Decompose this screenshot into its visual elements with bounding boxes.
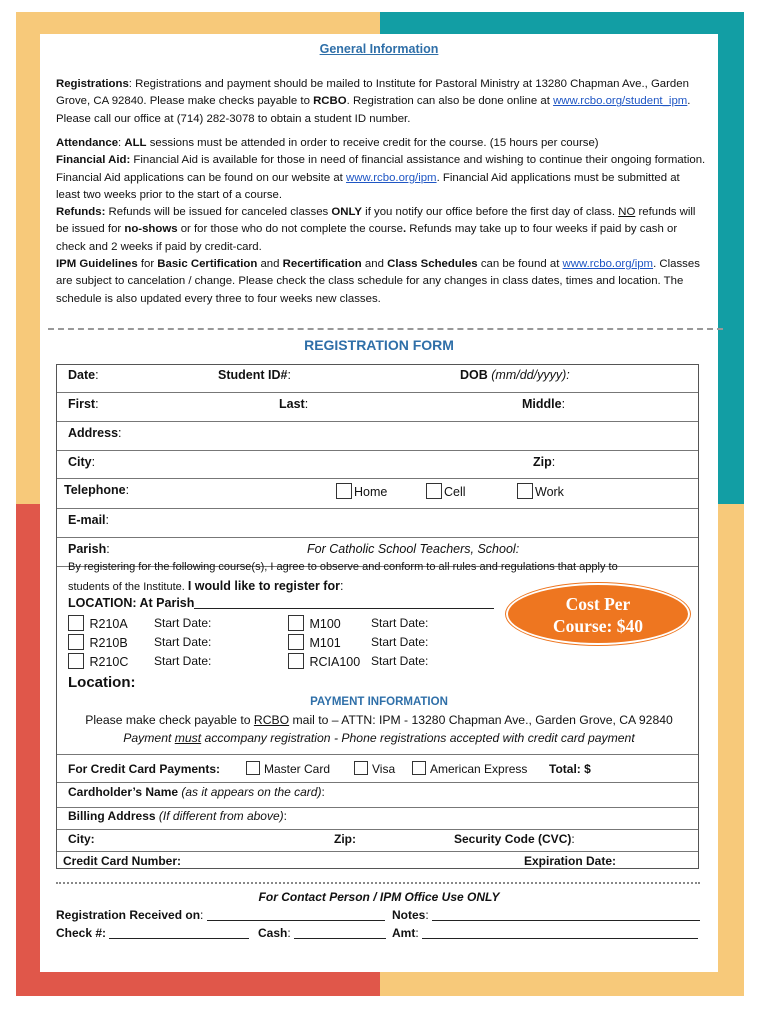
notes-line[interactable] (432, 909, 700, 921)
ipm-for: for (137, 258, 158, 271)
start-date-label: Start Date: (154, 616, 212, 630)
cell-label: Cell (444, 485, 466, 499)
dob-label: DOB (460, 368, 488, 382)
work-label: Work (535, 485, 564, 499)
ipm-schedules: Class Schedules (387, 258, 478, 271)
received-line[interactable] (207, 909, 385, 921)
ipm-and-1: and (257, 258, 283, 271)
financial-aid-label: Financial Aid: (56, 154, 131, 167)
work-checkbox[interactable] (517, 483, 564, 499)
check-post: mail to – ATTN: IPM - 13280 Chapman Ave., Garden Grove, CA 92840 (289, 713, 673, 727)
parish-colon: : (106, 542, 110, 556)
ipm-recert: Recertification (282, 258, 362, 271)
visa-checkbox-box[interactable] (354, 761, 368, 775)
refunds-text-5: Refunds may take up to four weeks if paid by cash or check and 2 weeks if paid by credit-card. (56, 223, 678, 253)
rcbo-bold: RCBO (313, 95, 347, 108)
refunds-no: NO (618, 206, 636, 219)
policies-paragraph (56, 135, 706, 308)
registration-received-field[interactable] (56, 908, 385, 922)
home-checkbox-box[interactable] (336, 483, 352, 499)
attendance-all: ALL (124, 137, 147, 149)
agreement-line-1: By registering for the following course(s), I agree to observe and conform to all rules and regulations that apply to (68, 561, 618, 573)
start-date-label: Start Date: (154, 635, 212, 649)
date-colon: : (95, 368, 99, 382)
school-field[interactable] (307, 542, 519, 556)
course-r210c-checkbox[interactable] (68, 653, 128, 669)
course-code: R210A (89, 617, 128, 631)
cardholder-label: Cardholder’s Name (68, 785, 179, 799)
cvc-label: Security Code (CVC) (454, 832, 572, 846)
middle-name-field[interactable] (522, 397, 565, 411)
notes-field[interactable] (392, 908, 700, 922)
billing-note: (If different from above) (158, 809, 284, 823)
billing-label: Billing Address (68, 809, 156, 823)
date-field[interactable] (68, 368, 99, 382)
city-colon: : (91, 455, 96, 469)
ipm-guidelines-label: IPM Guidelines (56, 258, 138, 271)
security-code-field[interactable] (454, 832, 575, 846)
telephone-label: Telephone (64, 483, 126, 497)
middle-colon: : (561, 397, 566, 411)
last-colon: : (304, 397, 309, 411)
course-m101-checkbox[interactable] (288, 634, 341, 650)
course-checkbox-box[interactable] (288, 653, 304, 669)
mastercard-checkbox[interactable] (246, 761, 330, 776)
agreement-line-2 (68, 579, 343, 593)
refunds-text-3: refunds will be issued for (56, 206, 696, 236)
refunds-dot: . (402, 223, 407, 236)
form-page (40, 34, 718, 972)
billing-zip-field[interactable]: Zip: (334, 832, 356, 846)
refunds-text: Refunds will be issued for canceled classes (105, 206, 332, 219)
cash-field[interactable] (258, 926, 386, 940)
office-use-title: For Contact Person / IPM Office Use ONLY (258, 890, 500, 904)
check-rcbo: RCBO (253, 713, 290, 727)
course-code: RCIA100 (309, 655, 361, 669)
parish-field[interactable] (68, 542, 110, 556)
billing-city-field[interactable]: City: (68, 832, 95, 846)
zip-colon: : (551, 455, 556, 469)
middle-label: Middle (522, 397, 562, 411)
school-colon: : (515, 542, 520, 556)
notes-colon: : (425, 908, 429, 922)
credit-card-number-field[interactable]: Credit Card Number: (63, 854, 182, 868)
course-r210b-checkbox[interactable] (68, 634, 128, 650)
cost-per-course-badge (506, 583, 690, 645)
ipm-link[interactable]: www.rcbo.org/ipm (562, 258, 654, 271)
address-field[interactable] (68, 426, 122, 440)
payment-must-line (40, 731, 718, 745)
refunds-text-4: or for those who do not complete the course (177, 223, 403, 236)
cost-line-1: Cost Per (565, 594, 631, 614)
received-label: Registration Received on (56, 908, 201, 922)
course-code: R210C (89, 655, 129, 669)
total-field[interactable]: Total: $ (549, 762, 591, 776)
registrations-text: : Registrations and payment should be mailed to Institute for Pastoral Ministry at 13280 Chapman Ave., Garden Grove, CA 92840. Please make checks payable to (56, 78, 689, 108)
registrations-label: Registrations (56, 78, 129, 90)
check-line[interactable] (109, 927, 249, 939)
date-label: Date (68, 368, 96, 382)
cardholder-colon: : (321, 785, 325, 799)
mastercard-label: Master Card (264, 762, 331, 776)
cell-checkbox[interactable] (426, 483, 466, 499)
amt-line[interactable] (422, 927, 698, 939)
cash-colon: : (287, 926, 291, 940)
payment-information-title: PAYMENT INFORMATION (310, 696, 448, 708)
attendance-sep: : (118, 137, 125, 149)
zip-field[interactable] (533, 455, 555, 469)
amex-checkbox-box[interactable] (412, 761, 426, 775)
visa-checkbox[interactable] (354, 761, 395, 776)
course-checkbox-box[interactable] (288, 634, 304, 650)
amount-field[interactable] (392, 926, 698, 940)
dashed-divider (48, 328, 723, 330)
expiration-date-field[interactable]: Expiration Date: (524, 854, 617, 868)
attendance-text: sessions must be attended in order to receive credit for the course. (15 hours per course) (146, 137, 599, 149)
location-parish-line[interactable] (194, 597, 494, 609)
ipm-basic: Basic Certification (157, 258, 258, 271)
must-post: accompany registration - Phone registrations accepted with credit card payment (201, 731, 635, 745)
telephone-colon: : (125, 483, 130, 497)
attendance-label: Attendance (56, 137, 119, 149)
ipm-text-2: . Classes are subject to cancelation / change. Please check the class schedule for any changes in class dates, times and location. The schedule is also updated every three to four weeks new classes. (56, 258, 700, 305)
financial-aid-text-2: . Financial Aid applications must be submitted at least two weeks prior to the start of a course. (56, 171, 680, 201)
billing-colon: : (283, 809, 287, 823)
city-label: City (68, 455, 92, 469)
agreement-text: students of the Institute. (68, 581, 185, 593)
amt-label: Amt (392, 926, 416, 940)
refunds-only: ONLY (331, 206, 362, 219)
cvc-colon: : (571, 832, 575, 846)
cell-checkbox-box[interactable] (426, 483, 442, 499)
email-colon: : (105, 513, 109, 527)
check-payable-line (40, 713, 718, 727)
refunds-no-shows: no-shows (124, 223, 178, 236)
register-for-label: I would like to register for (187, 579, 340, 593)
home-checkbox[interactable] (336, 483, 387, 499)
course-r210a-checkbox[interactable] (68, 615, 128, 631)
start-date-label: Start Date: (371, 654, 429, 668)
cardholder-name-field[interactable] (68, 785, 325, 799)
city-field[interactable] (68, 455, 95, 469)
start-date-label: Start Date: (371, 616, 429, 630)
course-code: M101 (309, 636, 341, 650)
dob-field[interactable] (460, 368, 570, 382)
course-checkbox-box[interactable] (68, 653, 84, 669)
course-checkbox-box[interactable] (68, 634, 84, 650)
cash-label: Cash (258, 926, 288, 940)
registrations-text-3: . Please call our office at (714) 282-3078 to obtain a student ID number. (56, 95, 691, 125)
parish-label: Parish (68, 542, 107, 556)
visa-label: Visa (372, 762, 396, 776)
course-code: M100 (309, 617, 341, 631)
cardholder-note: (as it appears on the card) (181, 785, 322, 799)
ipm-text: can be found at (477, 258, 563, 271)
location-at-parish-field[interactable] (68, 596, 494, 610)
ipm-and-2: and (361, 258, 388, 271)
course-code: R210B (89, 636, 128, 650)
course-rcia100-checkbox[interactable] (288, 653, 360, 669)
must-underlined: must (174, 731, 202, 745)
address-label: Address (68, 426, 119, 440)
location-parish-label: LOCATION: At Parish (68, 596, 195, 610)
location-field[interactable]: Location: (68, 674, 136, 691)
register-for-colon: : (339, 579, 344, 593)
first-colon: : (95, 397, 99, 411)
amt-colon: : (415, 926, 419, 940)
mastercard-checkbox-box[interactable] (246, 761, 260, 775)
financial-aid-link[interactable]: www.rcbo.org/ipm (346, 171, 437, 184)
start-date-label: Start Date: (154, 654, 212, 668)
dotted-divider (56, 882, 700, 884)
student-id-field[interactable] (218, 368, 291, 382)
check-number-field[interactable] (56, 926, 249, 940)
cash-line[interactable] (294, 927, 386, 939)
address-colon: : (118, 426, 122, 440)
zip-label: Zip (533, 455, 552, 469)
student-ipm-link[interactable]: www.rcbo.org/student_ipm (553, 95, 688, 108)
last-name-field[interactable] (279, 397, 308, 411)
email-field[interactable] (68, 513, 109, 527)
course-m100-checkbox[interactable] (288, 615, 341, 631)
student-id-colon: : (287, 368, 291, 382)
financial-aid-text: Financial Aid is available for those in need of financial assistance and wishing to continue their ongoing formation. Financial Aid applications can be found on our website at (56, 154, 706, 184)
cost-line-2: Course: $40 (553, 616, 643, 636)
first-label: First (68, 397, 96, 411)
amex-checkbox[interactable] (412, 761, 527, 776)
telephone-field[interactable] (64, 483, 129, 497)
refunds-label: Refunds: (56, 206, 106, 219)
course-checkbox-box[interactable] (288, 615, 304, 631)
email-label: E-mail (68, 513, 106, 527)
start-date-label: Start Date: (371, 635, 429, 649)
dob-format: (mm/dd/yyyy): (491, 368, 570, 382)
student-id-label: Student ID# (218, 368, 288, 382)
last-label: Last (279, 397, 305, 411)
registrations-text-2: . Registration can also be done online at (346, 95, 554, 108)
received-colon: : (200, 908, 204, 922)
work-checkbox-box[interactable] (517, 483, 533, 499)
credit-card-payments-label: For Credit Card Payments: (68, 762, 221, 776)
amex-label: American Express (430, 762, 528, 776)
check-label: Check #: (56, 926, 107, 940)
must-pre: Payment (123, 731, 175, 745)
notes-label: Notes (392, 908, 426, 922)
registrations-paragraph (56, 76, 706, 128)
registration-form-title: REGISTRATION FORM (304, 337, 454, 353)
check-pre: Please make check payable to (85, 713, 254, 727)
course-checkbox-box[interactable] (68, 615, 84, 631)
refunds-text-2: if you notify our office before the first day of class. (362, 206, 619, 219)
general-information-title: General Information (319, 42, 439, 56)
first-name-field[interactable] (68, 397, 99, 411)
home-label: Home (354, 485, 388, 499)
billing-address-field[interactable] (68, 809, 287, 823)
school-label: For Catholic School Teachers, School (307, 542, 516, 556)
